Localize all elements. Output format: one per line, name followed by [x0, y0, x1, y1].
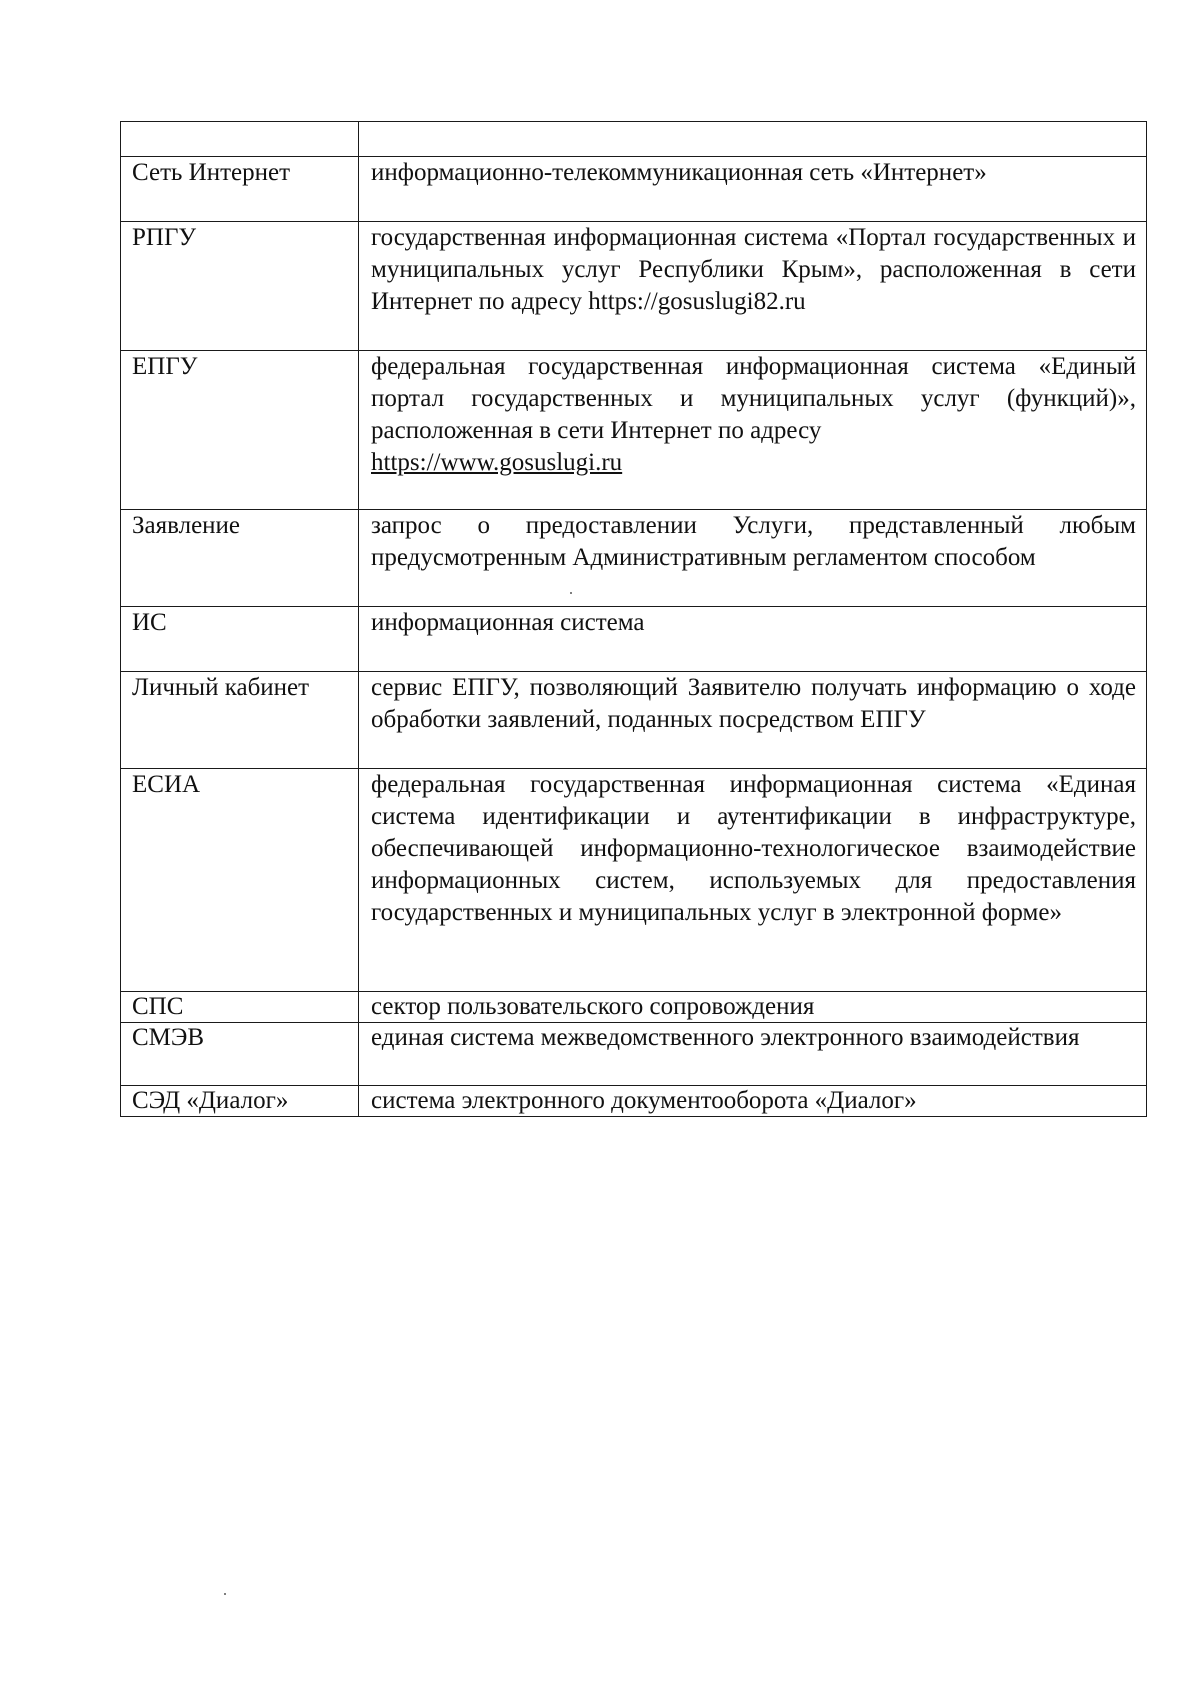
definition-cell: информационная система [359, 607, 1147, 672]
definition-cell: сектор пользовательского сопровождения [359, 992, 1147, 1023]
term-cell: Сеть Интернет [121, 157, 359, 222]
table-row [121, 992, 1147, 1023]
term-cell: Личный кабинет [121, 672, 359, 769]
term-cell: ЕПГУ [121, 351, 359, 510]
definition-cell: система электронного документооборота «Диалог» [359, 1086, 1147, 1117]
definition-cell: сервис ЕПГУ, позволяющий Заявителю получать информацию о ходе обработки заявлений, поданных посредством ЕПГУ [359, 672, 1147, 769]
term-cell: СЭД «Диалог» [121, 1086, 359, 1117]
table-row [121, 351, 1147, 510]
table-row [121, 1023, 1147, 1086]
table-row [121, 510, 1147, 607]
term-cell: СМЭВ [121, 1023, 359, 1086]
table-row [121, 157, 1147, 222]
table-row [121, 607, 1147, 672]
header-cell-term [121, 122, 359, 157]
definition-cell: информационно-телекоммуникационная сеть «Интернет» [359, 157, 1147, 222]
definition-text: федеральная государственная информационная система «Единый портал государственных и муниципальных услуг (функций)», расположенная в сети Интернет по адресу [371, 353, 1136, 444]
term-cell: Заявление [121, 510, 359, 607]
definition-cell [359, 351, 1147, 510]
definition-cell: единая система межведомственного электронного взаимодействия [359, 1023, 1147, 1086]
term-cell: РПГУ [121, 222, 359, 351]
table-row [121, 222, 1147, 351]
term-cell: СПС [121, 992, 359, 1023]
definition-cell: государственная информационная система «Портал государственных и муниципальных услуг Республики Крым», расположенная в сети Интернет по адресу https://gosuslugi82.ru [359, 222, 1147, 351]
definition-cell: запрос о предоставлении Услуги, представленный любым предусмотренным Административным регламентом способом [359, 510, 1147, 607]
term-cell: ИС [121, 607, 359, 672]
scan-speck [570, 592, 572, 594]
table-row [121, 769, 1147, 992]
scan-speck [224, 1593, 226, 1595]
terms-table [120, 121, 1147, 1117]
header-cell-definition [359, 122, 1147, 157]
table-row [121, 672, 1147, 769]
table-header-row [121, 122, 1147, 157]
table-row [121, 1086, 1147, 1117]
term-cell: ЕСИА [121, 769, 359, 992]
gosuslugi-link[interactable]: https://www.gosuslugi.ru [371, 449, 623, 476]
definition-cell: федеральная государственная информационная система «Единая система идентификации и аутентификации в инфраструктуре, обеспечивающей информационно-технологическое взаимодействие информационных систем, используемых для предоставления государственных и муниципальных услуг в электронной форме» [359, 769, 1147, 992]
